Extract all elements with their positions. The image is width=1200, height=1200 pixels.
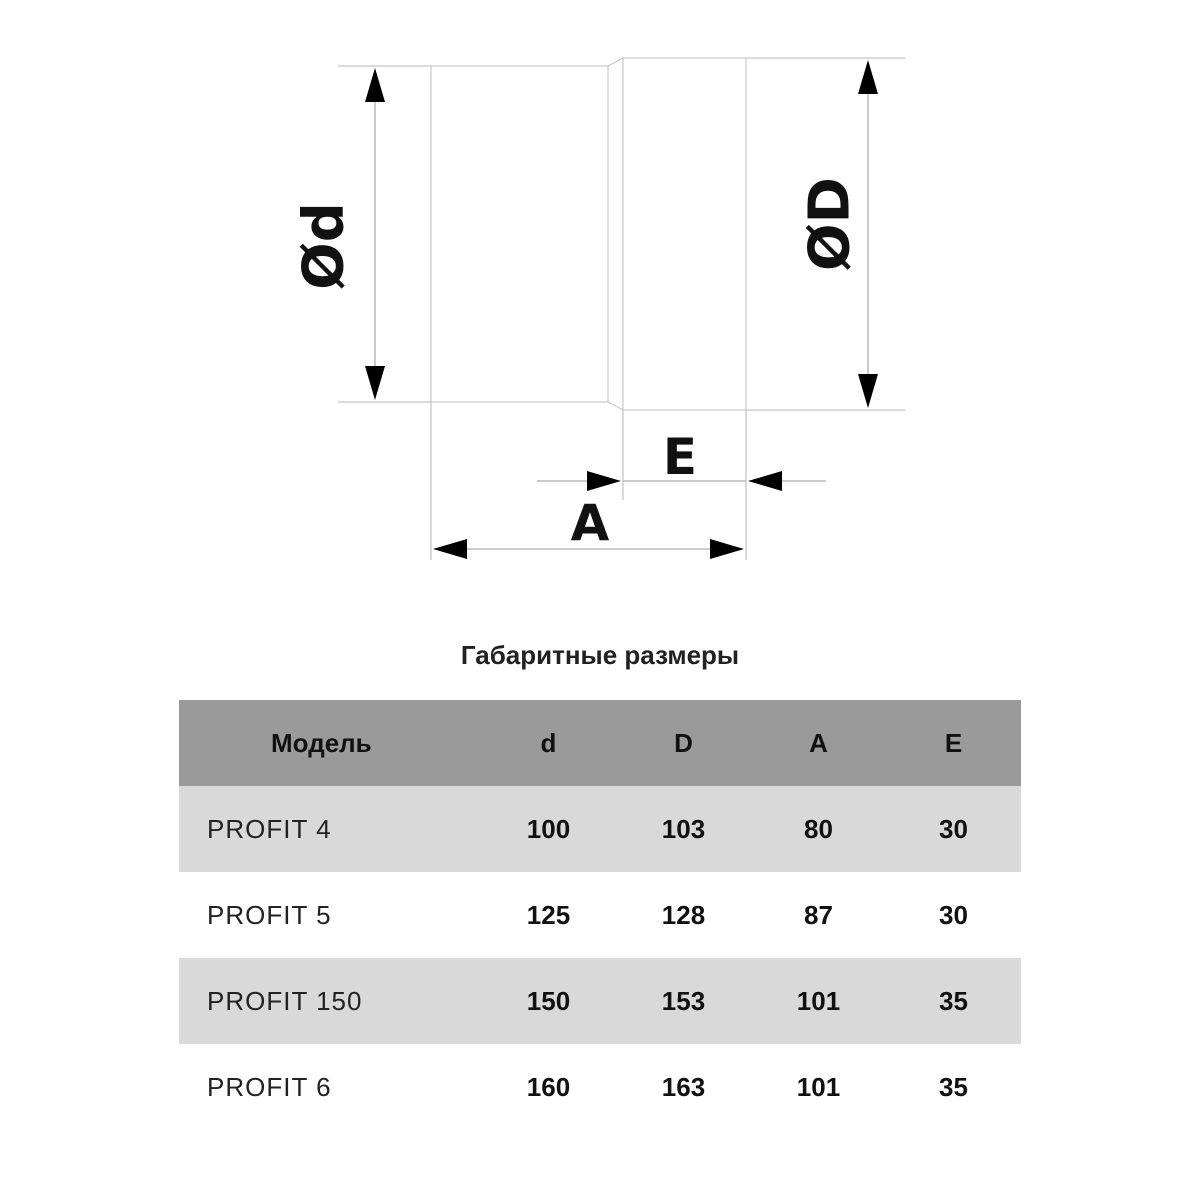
table-row xyxy=(179,958,1021,1044)
extension-lines xyxy=(338,58,905,560)
duct-small-section xyxy=(431,66,608,402)
table-row xyxy=(179,872,1021,958)
dimensions-table xyxy=(179,700,1021,1130)
arrow-D-top-icon xyxy=(858,60,878,94)
cell-E: 35 xyxy=(939,985,968,1016)
duct-transition-bottom xyxy=(608,402,623,410)
arrow-d-bottom-icon xyxy=(365,366,385,400)
cell-A: 101 xyxy=(796,985,841,1016)
table-header-row xyxy=(179,700,1021,786)
cell-D: 128 xyxy=(661,899,706,930)
cell-d: 160 xyxy=(526,1071,571,1102)
label-length-E: E xyxy=(662,428,698,486)
cell-E: 35 xyxy=(939,1071,968,1102)
cell-model: PROFIT 150 xyxy=(207,985,363,1016)
cell-model: PROFIT 4 xyxy=(207,813,332,844)
arrow-d-top-icon xyxy=(365,68,385,102)
header-E: E xyxy=(944,727,963,758)
table-row xyxy=(179,786,1021,872)
table-title: Габаритные размеры xyxy=(460,640,740,670)
cell-d: 125 xyxy=(526,899,571,930)
arrow-A-left-icon xyxy=(433,539,467,559)
cell-E: 30 xyxy=(939,899,968,930)
arrowheads xyxy=(365,60,878,559)
dimension-lines xyxy=(375,92,868,549)
cell-D: 103 xyxy=(661,813,706,844)
arrow-A-right-icon xyxy=(710,539,744,559)
header-d: d xyxy=(540,727,557,758)
table-row xyxy=(179,1044,1021,1130)
label-diameter-D: ØD xyxy=(797,176,863,272)
label-diameter-d: Ød xyxy=(291,202,357,290)
arrow-E-left-icon xyxy=(587,471,621,491)
arrow-E-right-icon xyxy=(748,471,782,491)
duct-outline xyxy=(431,58,746,410)
arrow-D-bottom-icon xyxy=(858,374,878,408)
cell-A: 80 xyxy=(804,813,833,844)
cell-model: PROFIT 6 xyxy=(207,1071,332,1102)
header-D: D xyxy=(674,727,693,758)
cell-d: 150 xyxy=(526,985,571,1016)
cell-d: 100 xyxy=(526,813,571,844)
label-length-A: A xyxy=(570,494,610,552)
header-model: Модель xyxy=(271,727,372,758)
duct-large-section xyxy=(623,58,746,410)
cell-D: 163 xyxy=(661,1071,706,1102)
cell-E: 30 xyxy=(939,813,968,844)
cell-A: 101 xyxy=(796,1071,841,1102)
cell-A: 87 xyxy=(804,899,833,930)
header-A: A xyxy=(809,727,828,758)
cell-D: 153 xyxy=(661,985,706,1016)
duct-transition-top xyxy=(608,58,623,66)
cell-model: PROFIT 5 xyxy=(207,899,332,930)
